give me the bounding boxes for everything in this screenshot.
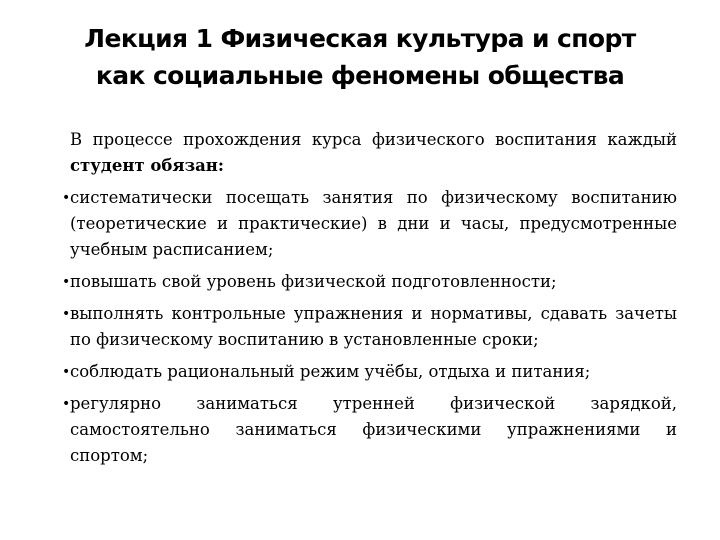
title-line-2: как социальные феномены общества [95,61,625,90]
list-item [62,185,677,263]
duties-list [62,185,677,469]
bullet-icon: • [62,190,71,206]
bullet-icon: • [62,364,71,380]
intro-text: В процессе прохождения курса физического воспитания каждый [70,130,677,149]
bullet-icon: • [62,396,71,412]
list-item-text: повышать свой уровень физической подготовленности; [70,272,557,291]
list-item [62,391,677,469]
slide-body [62,127,677,475]
slide-title [36,20,684,94]
list-item [62,269,677,295]
bullet-icon: • [62,306,71,322]
title-line-1: Лекция 1 Физическая культура и спорт [84,24,636,53]
intro-paragraph [70,127,677,179]
list-item [62,301,677,353]
list-item-text: соблюдать рациональный режим учёбы, отдыха и питания; [70,362,591,381]
list-item-text: систематически посещать занятия по физическому воспитанию (теоретические и практические) в дни и часы, предусмотренные учебным расписанием; [70,188,677,259]
list-item [62,359,677,385]
intro-strong-text: студент обязан: [70,156,224,175]
bullet-icon: • [62,274,71,290]
list-item-text: выполнять контрольные упражнения и нормативы, сдавать зачеты по физическому воспитанию в установленные сроки; [70,304,677,349]
list-item-text: регулярно заниматься утренней физической зарядкой, самостоятельно заниматься физическими упражнениями и спортом; [70,394,677,465]
